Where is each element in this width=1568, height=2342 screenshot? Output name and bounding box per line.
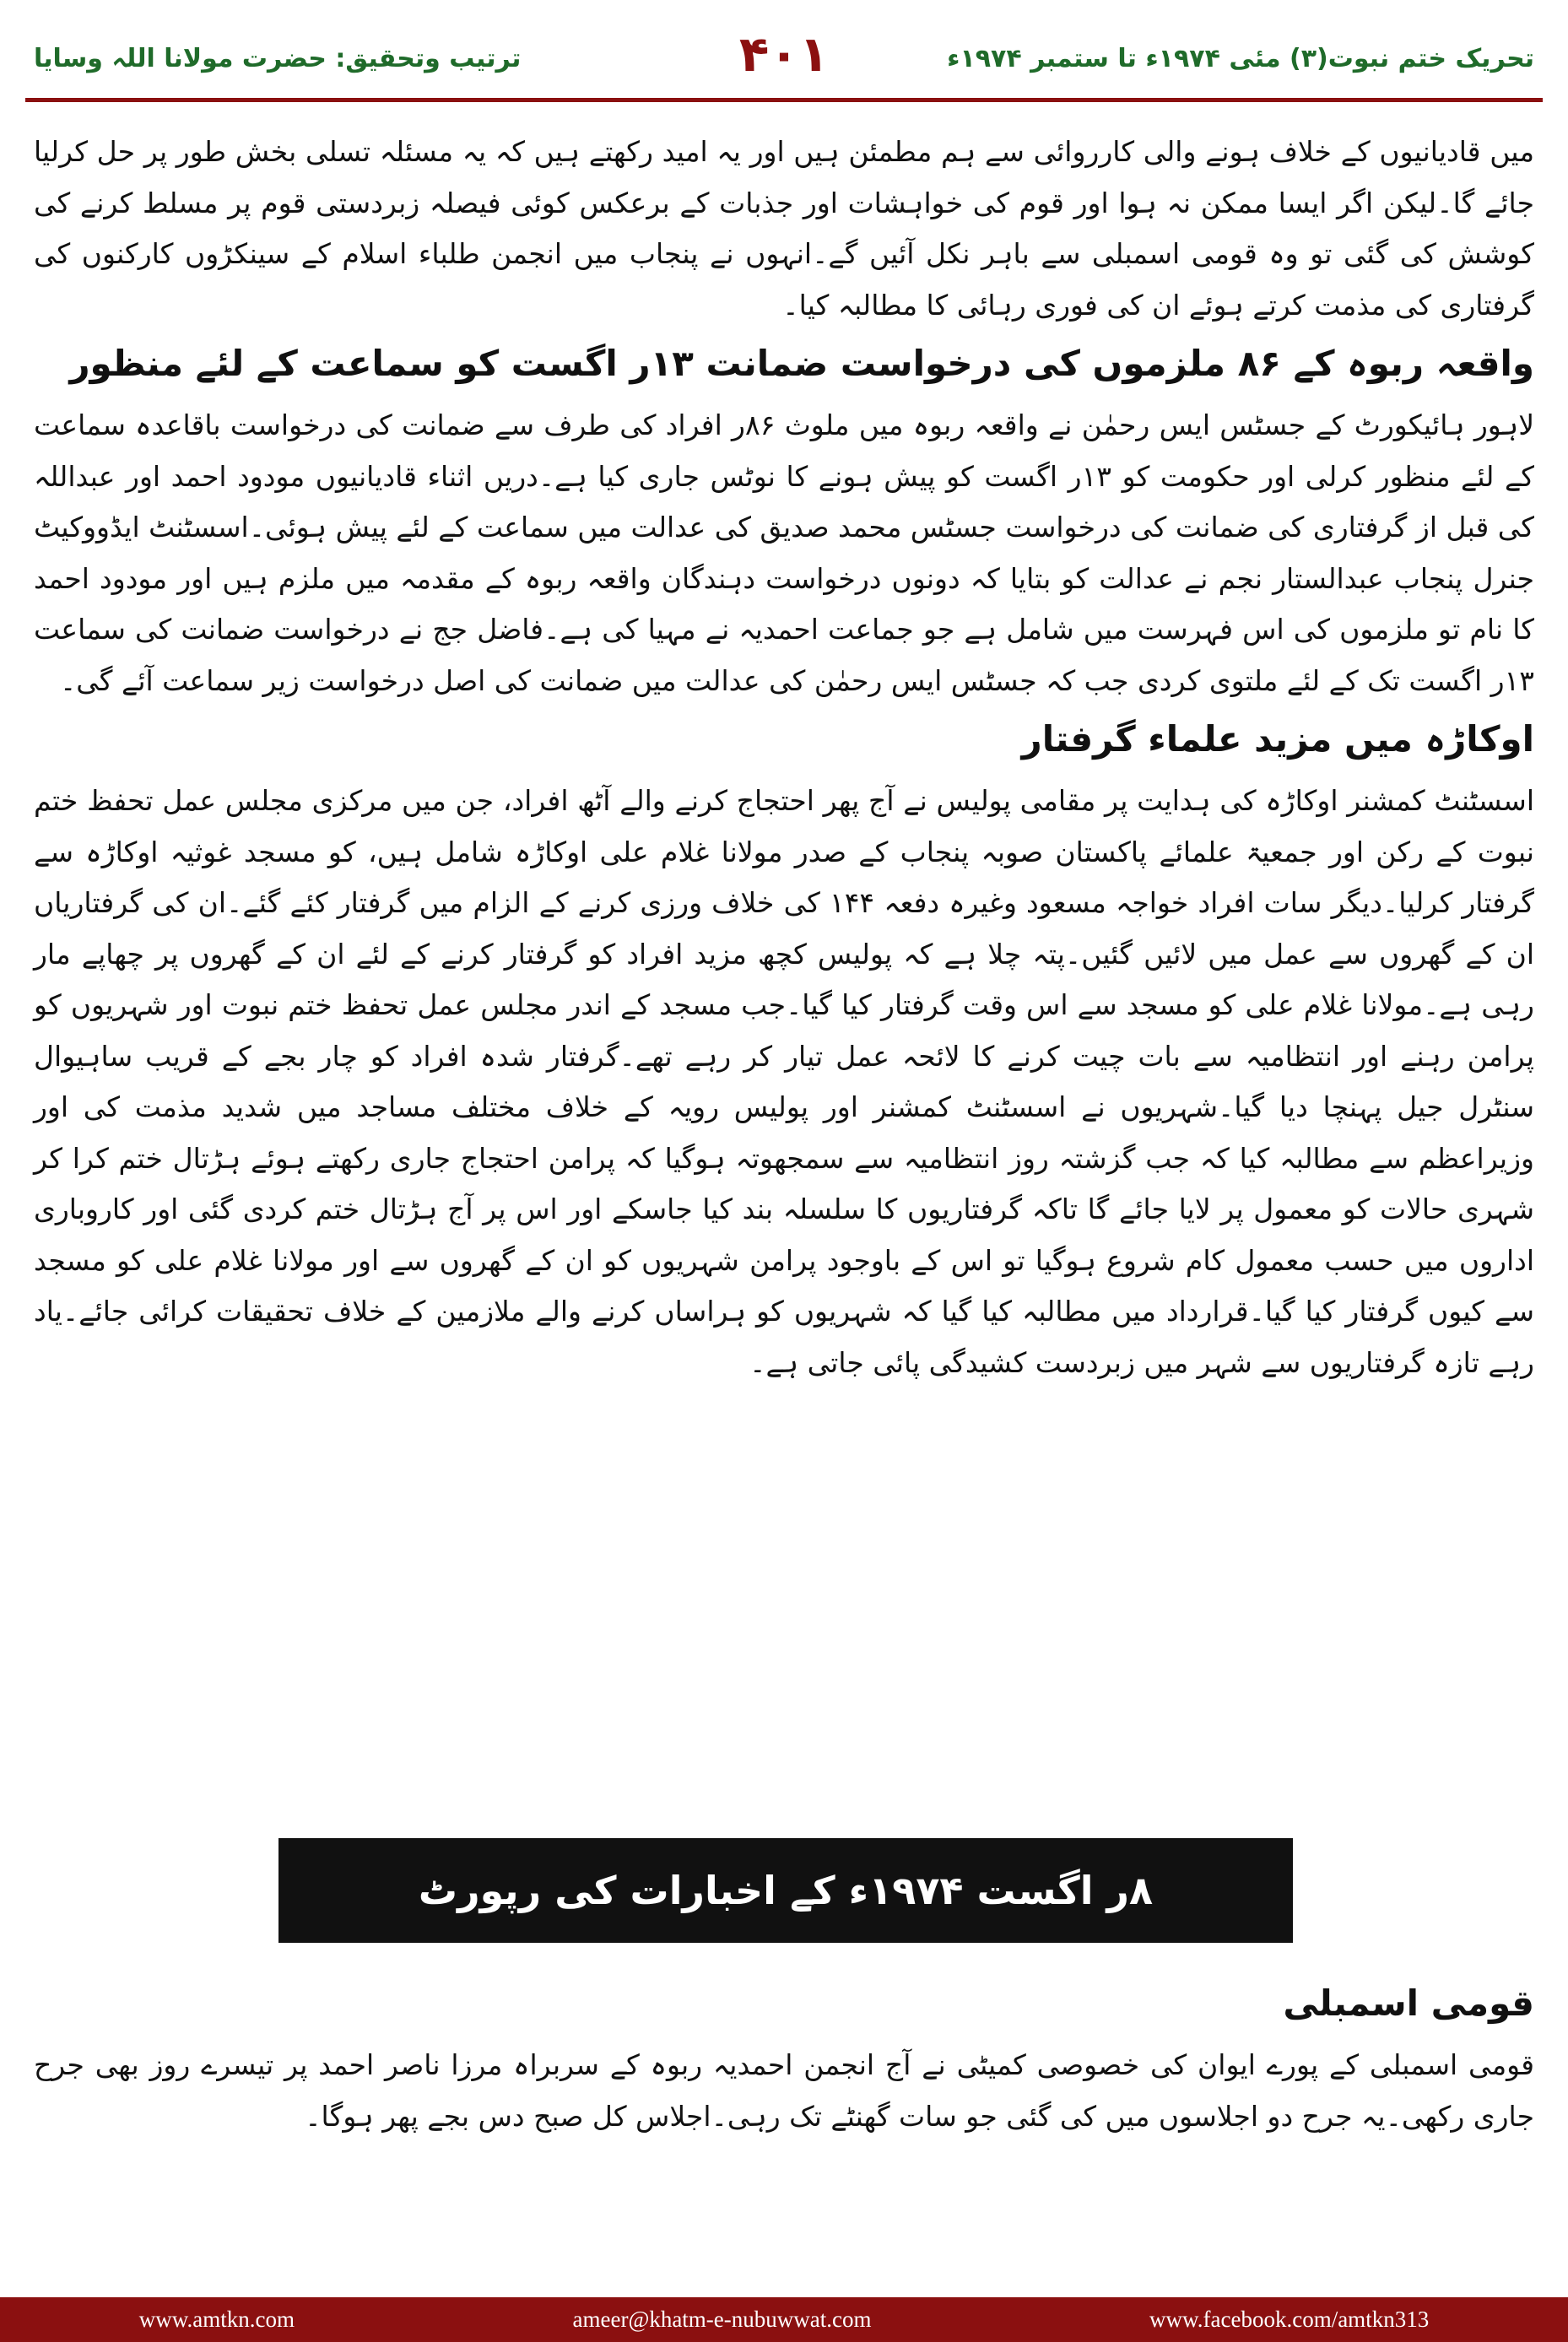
- section-heading-rabwah: واقعہ ربوہ کے ۸۶ ملزموں کی درخواست ضمانت ۱۳ر اگست کو سماعت کے لئے منظور: [69, 343, 1534, 384]
- header-book-title: تحریک ختم نبوت(۳) مئی ۱۹۷۴ء تا ستمبر ۱۹۷۴ء: [947, 44, 1534, 73]
- page-number: ۴۰۱: [738, 25, 830, 83]
- footer-email-link[interactable]: ameer@khatm-e-nubuwwat.com: [572, 2307, 872, 2332]
- report-banner: ۸ر اگست ۱۹۷۴ء کے اخبارات کی رپورٹ: [278, 1838, 1293, 1943]
- main-content: [34, 127, 1534, 1388]
- section-body-assembly: قومی اسمبلی کے پورے ایوان کی خصوصی کمیٹی نے آج انجمن احمدیہ ربوہ کے سربراہ مرزا ناصر احمد پر تیسرے روز بھی جرح جاری رکھی۔یہ جرح دو اجلاسوں میں کی گئی جو سات گھنٹے تک رہی۔اجلاس کل صبح دس بجے پھر ہوگا۔: [34, 2048, 1534, 2133]
- footer-website-link[interactable]: www.amtkn.com: [138, 2307, 295, 2332]
- header-divider: [25, 98, 1543, 102]
- header-compiler: ترتیب وتحقیق: حضرت مولانا اللہ وسایا: [34, 44, 522, 73]
- section-body-okara: اسسٹنٹ کمشنر اوکاڑہ کی ہدایت پر مقامی پولیس نے آج پھر احتجاج کرنے والے آٹھ افراد، جن میں مرکزی مجلس عمل تحفظ ختم نبوت کے رکن اور جمعیۃ علمائے پاکستان صوبہ پنجاب کے صدر مولانا غلام علی اوکاڑہ شامل ہیں، کو مسجد غوثیہ اوکاڑہ سے گرفتار کرلیا۔دیگر سات افراد خواجہ مسعود وغیرہ دفعہ ۱۴۴ کی خلاف ورزی کرنے کے الزام میں گرفتار کئے گئے۔ان کی گرفتاریاں ان کے گھروں سے عمل میں لائیں گئیں۔پتہ چلا ہے کہ پولیس کچھ مزید افراد کو گرفتار کرنے کے لئے ان کے گھروں پر چھاپے مار رہی ہے۔مولانا غلام علی کو مسجد سے اس وقت گرفتار کیا گیا۔جب مسجد کے اندر مجلس عمل تحفظ ختم نبوت اور شہریوں کو پرامن رہنے اور انتظامیہ سے بات چیت کرنے کا لائحہ عمل تیار کر رہے تھے۔گرفتار شدہ افراد کو چار بجے کے قریب ساہیوال سنٹرل جیل پہنچا دیا گیا۔شہریوں نے اسسٹنٹ کمشنر اور پولیس رویہ کے خلاف مختلف مساجد میں شدید مذمت کی اور وزیراعظم سے مطالبہ کیا کہ جب گزشتہ روز انتظامیہ سے سمجھوتہ ہوگیا کہ پرامن احتجاج جاری رکھتے ہوئے ہڑتال ختم کرا کر شہری حالات کو معمول پر لایا جائے گا تاکہ گرفتاریوں کا سلسلہ بند کیا جاسکے اور اس پر آج ہڑتال ختم کردی گئی اور کاروباری اداروں میں حسب معمول کام شروع ہوگیا تو اس کے باوجود پرامن شہریوں کو ان کے گھروں سے اور مولانا غلام علی کو مسجد سے کیوں گرفتار کیا گیا۔قرارداد میں مطالبہ کیا گیا کہ شہریوں کو ہراساں کرنے والے ملازمین کے خلاف تحقیقات کرائی جائے۔یاد رہے تازہ گرفتاریوں سے شہر میں زبردست کشیدگی پائی جاتی ہے۔: [34, 784, 1535, 1379]
- section-heading-okara: اوکاڑہ میں مزید علماء گرفتار: [1021, 718, 1534, 760]
- footer-bar: [0, 2297, 1568, 2342]
- section-body-rabwah: لاہور ہائیکورٹ کے جسٹس ایس رحمٰن نے واقعہ ربوہ میں ملوث ۸۶ر افراد کی طرف سے ضمانت کی درخواست باقاعدہ سماعت کے لئے منظور کرلی اور حکومت کو ۱۳ر اگست کو پیش ہونے کا نوٹس جاری کیا ہے۔دریں اثناء قادیانیوں مودود احمد اور عبداللہ کی قبل از گرفتاری کی ضمانت کی درخواست جسٹس محمد صدیق کی عدالت میں سماعت کے لئے پیش ہوئی۔اسسٹنٹ ایڈووکیٹ جنرل پنجاب عبدالستار نجم نے عدالت کو بتایا کہ دونوں درخواست دہندگان واقعہ ربوہ کے مقدمہ میں ملزم ہیں اور مودود احمد کا نام تو ملزموں کی اس فہرست میں شامل ہے جو جماعت احمدیہ نے مہیا کی ہے۔فاضل جج نے درخواست ضمانت کی سماعت ۱۳ر اگست تک کے لئے ملتوی کردی جب کہ جسٹس ایس رحمٰن کی عدالت میں ضمانت کی اصل درخواست زیر سماعت آئے گی۔: [34, 408, 1535, 697]
- main-content-lower: [34, 1971, 1534, 2142]
- footer-facebook-link[interactable]: www.facebook.com/amtkn313: [1149, 2307, 1430, 2332]
- intro-paragraph: میں قادیانیوں کے خلاف ہونے والی کارروائی سے ہم مطمئن ہیں اور یہ امید رکھتے ہیں کہ یہ مسئلہ تسلی بخش طور پر حل کرلیا جائے گا۔لیکن اگر ایسا ممکن نہ ہوا اور قوم کی خواہشات اور جذبات کے برعکس کوئی فیصلہ زبردستی قوم پر مسلط کرنے کی کوشش کی گئی تو وہ قومی اسمبلی سے باہر نکل آئیں گے۔انہوں نے پنجاب میں انجمن طلباء اسلام کے سینکڑوں کارکنوں کی گرفتاری کی مذمت کرتے ہوئے ان کی فوری رہائی کا مطالبہ کیا۔: [34, 135, 1534, 322]
- section-heading-assembly: قومی اسمبلی: [1283, 1982, 1534, 2024]
